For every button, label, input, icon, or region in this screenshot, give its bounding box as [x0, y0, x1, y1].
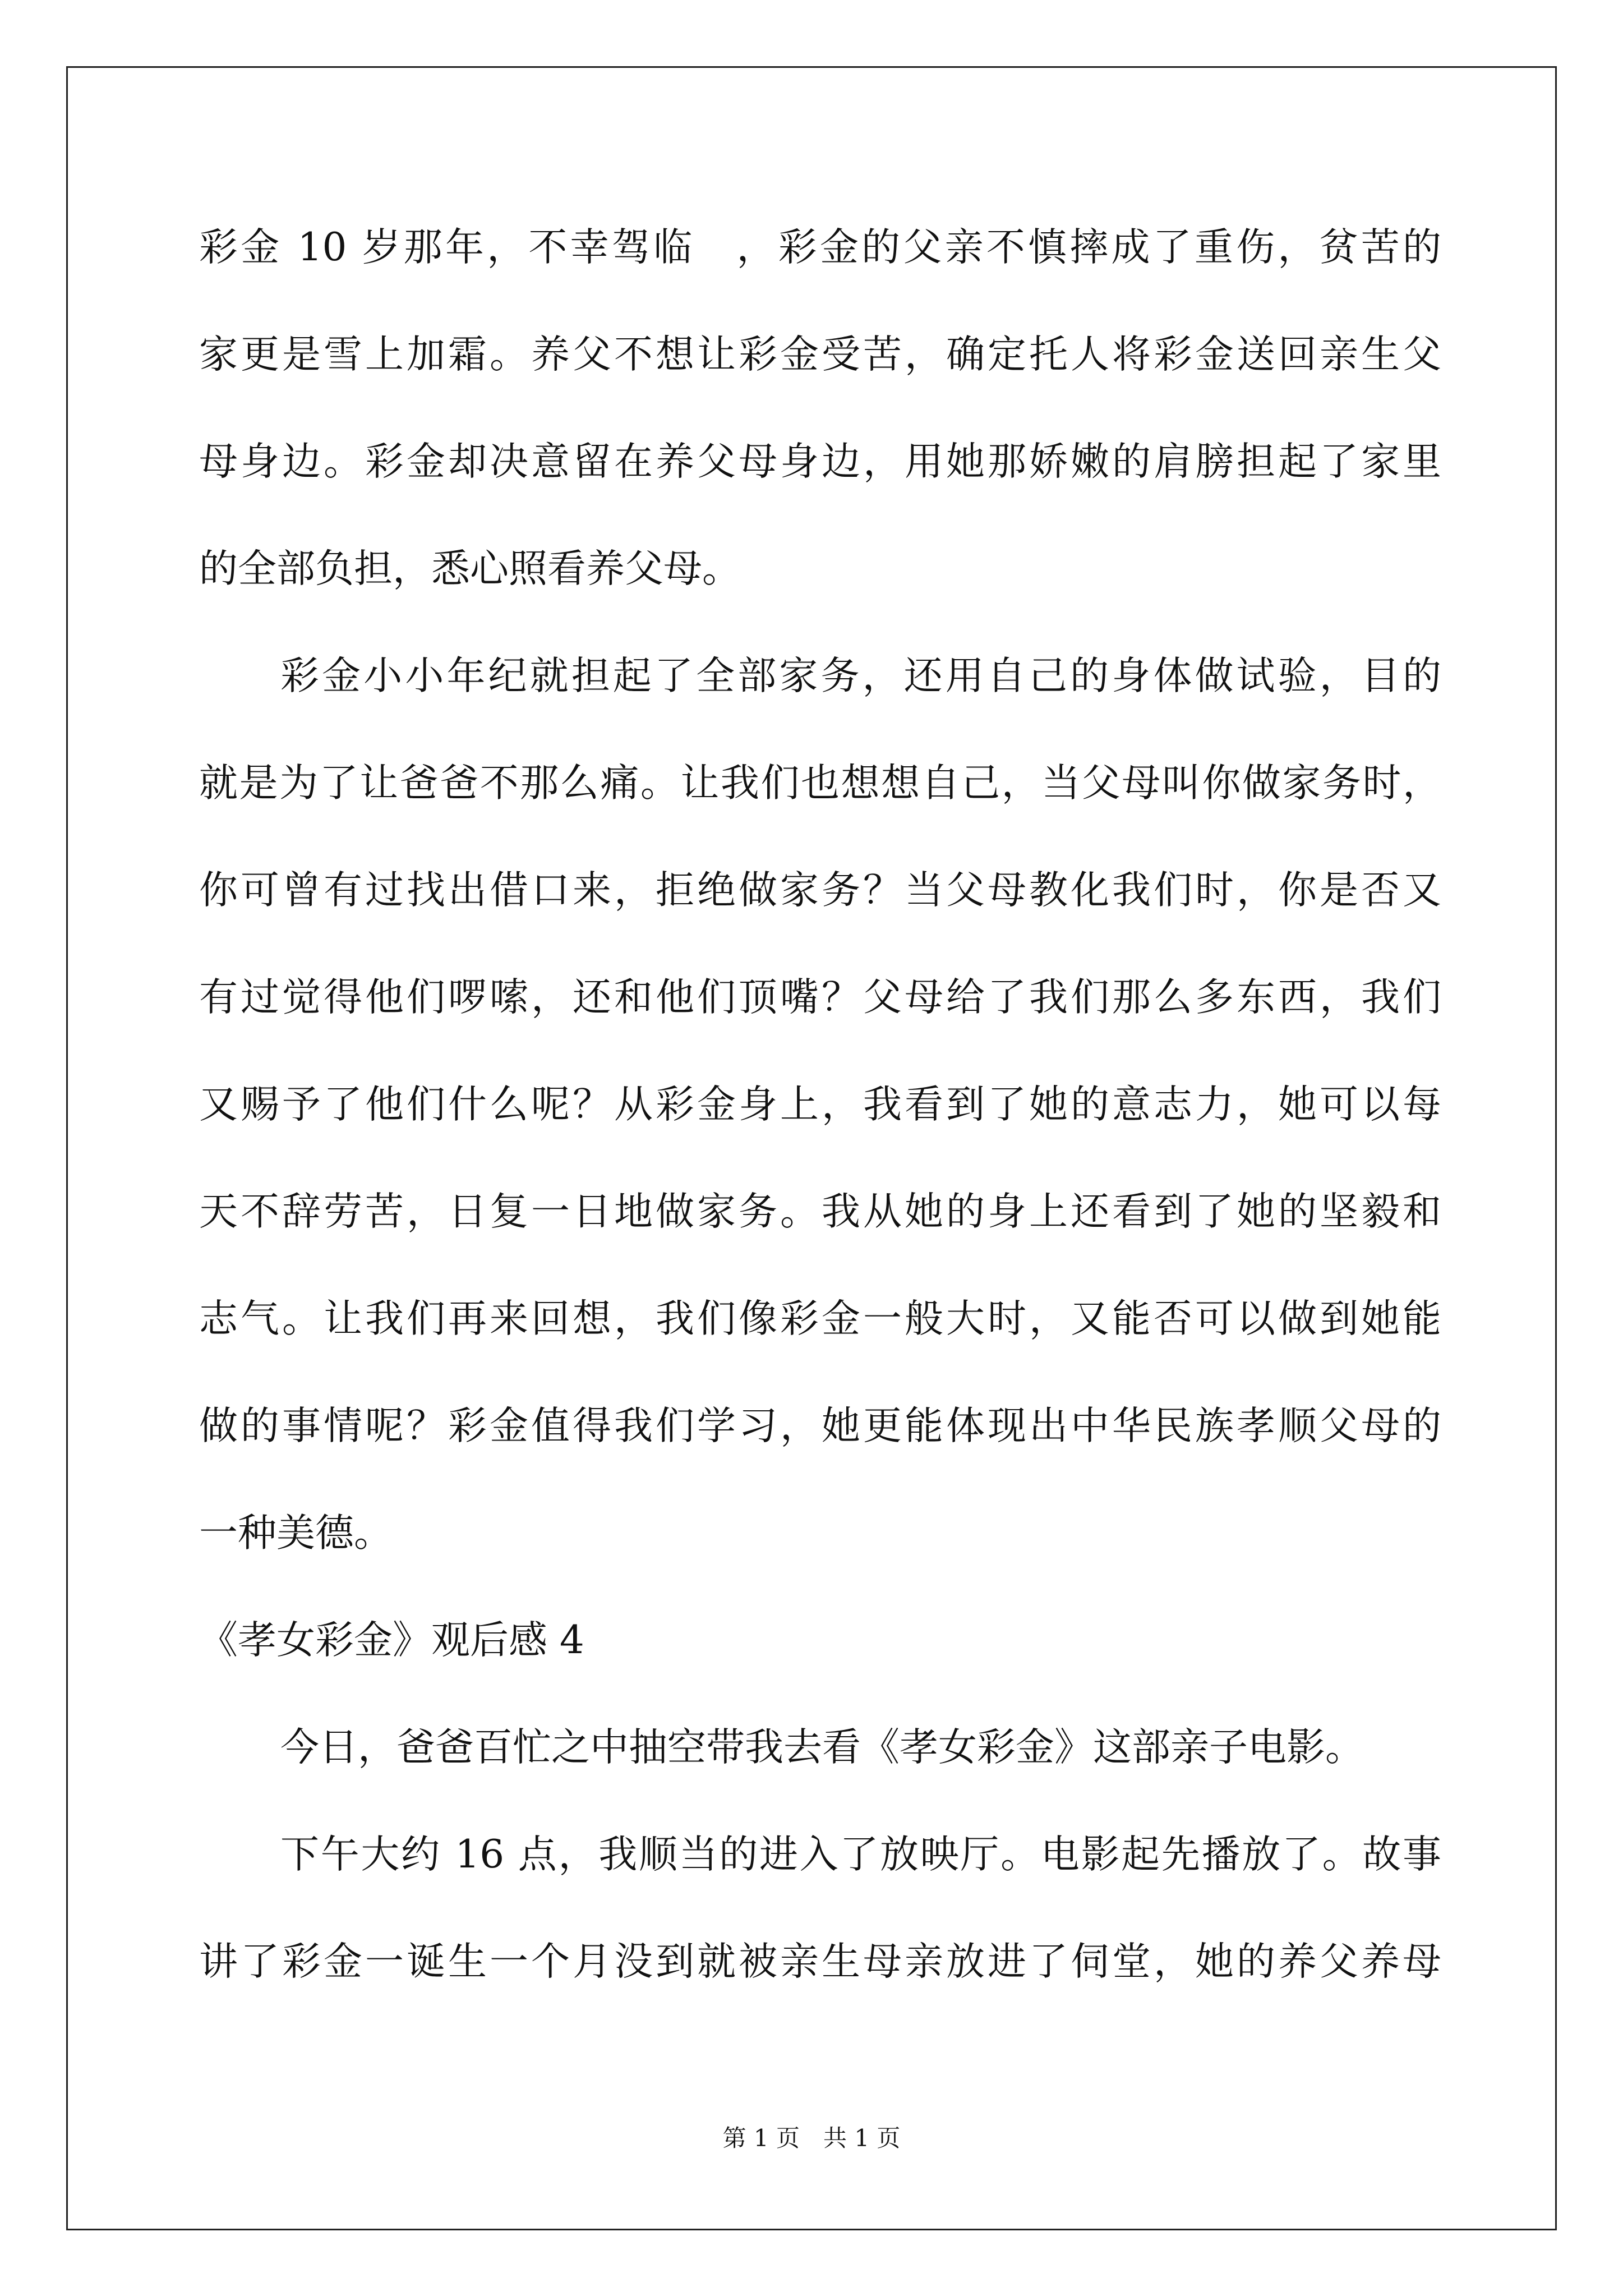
text-line: 彩金 10 岁那年，不幸驾临 ，彩金的父亲不慎摔成了重伤，贫苦的 — [199, 225, 1441, 270]
text-line: 你可曾有过找出借口来，拒绝做家务？当父母教化我们时，你是否又 — [199, 868, 1441, 913]
text-line: 母身边。彩金却决意留在养父母身边，用她那娇嫩的肩膀担起了家里 — [199, 439, 1441, 484]
text-line: 今日，爸爸百忙之中抽空带我去看《孝女彩金》这部亲子电影。 — [280, 1725, 1364, 1770]
text-line: 讲了彩金一诞生一个月没到就被亲生母亲放进了伺堂，她的养父养母 — [199, 1939, 1441, 1984]
text-line: 彩金小小年纪就担起了全部家务，还用自己的身体做试验，目的 — [280, 654, 1441, 698]
text-line: 有过觉得他们啰嗦，还和他们顶嘴？父母给了我们那么多东西，我们 — [199, 975, 1441, 1020]
document-body — [199, 210, 1441, 2032]
text-line: 下午大约 16 点，我顺当的进入了放映厅。电影起先播放了。故事 — [280, 1832, 1441, 1877]
text-line: 一种美德。 — [199, 1511, 393, 1556]
page-footer: 第 1 页 共 1 页 — [722, 2124, 901, 2152]
text-line: 志气。让我们再来回想，我们像彩金一般大时，又能否可以做到她能 — [199, 1296, 1441, 1341]
text-line: 天不辞劳苦，日复一日地做家务。我从她的身上还看到了她的坚毅和 — [199, 1189, 1441, 1234]
text-line: 的全部负担，悉心照看养父母。 — [199, 546, 741, 591]
section-heading: 《孝女彩金》观后感 4 — [199, 1618, 584, 1663]
text-line: 家更是雪上加霜。养父不想让彩金受苦，确定托人将彩金送回亲生父 — [199, 332, 1441, 377]
text-line: 做的事情呢？彩金值得我们学习，她更能体现出中华民族孝顺父母的 — [199, 1404, 1441, 1448]
text-line: 又赐予了他们什么呢？从彩金身上，我看到了她的意志力，她可以每 — [199, 1082, 1441, 1127]
text-line: 就是为了让爸爸不那么痛。让我们也想想自己，当父母叫你做家务时， — [199, 761, 1441, 806]
